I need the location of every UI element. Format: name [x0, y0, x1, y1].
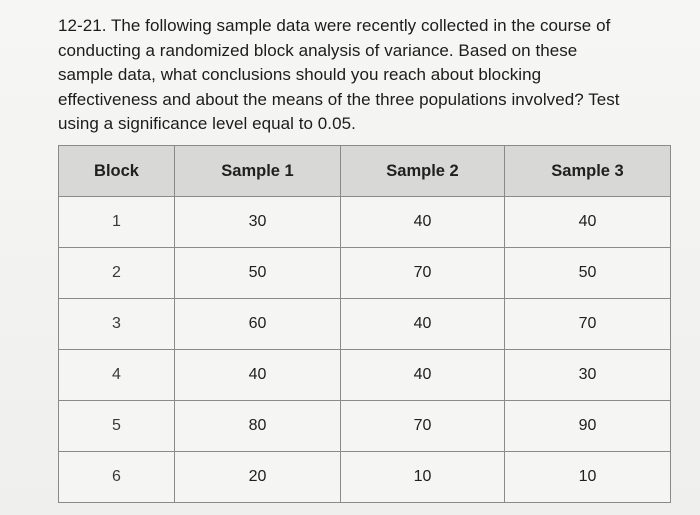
table-row — [59, 197, 671, 248]
question-line-5: using a significance level equal to 0.05. — [58, 114, 356, 133]
sample-3-cell: 30 — [505, 350, 671, 401]
question-line-1: 12-21. The following sample data were recently collected in the course of — [58, 16, 611, 35]
header-sample-3: Sample 3 — [505, 146, 671, 197]
sample-2-cell: 40 — [341, 350, 505, 401]
sample-1-cell: 50 — [175, 248, 341, 299]
sample-data-table — [58, 145, 671, 503]
question-text — [58, 14, 673, 137]
sample-3-cell: 90 — [505, 401, 671, 452]
question-line-4: effectiveness and about the means of the three populations involved? Test — [58, 89, 620, 109]
data-table-container — [58, 145, 670, 503]
sample-2-cell: 70 — [341, 248, 505, 299]
sample-1-cell: 40 — [175, 350, 341, 401]
sample-1-cell: 60 — [175, 299, 341, 350]
table-row — [59, 299, 671, 350]
sample-2-cell: 10 — [341, 452, 505, 503]
table-row — [59, 452, 671, 503]
block-cell: 6 — [59, 452, 175, 503]
table-header-row — [59, 146, 671, 197]
header-block: Block — [59, 146, 175, 197]
table-row — [59, 401, 671, 452]
block-cell: 3 — [59, 299, 175, 350]
header-sample-1: Sample 1 — [175, 146, 341, 197]
sample-1-cell: 20 — [175, 452, 341, 503]
sample-3-cell: 70 — [505, 299, 671, 350]
block-cell: 1 — [59, 197, 175, 248]
block-cell: 2 — [59, 248, 175, 299]
question-line-3: sample data, what conclusions should you reach about blocking — [58, 65, 542, 84]
block-cell: 4 — [59, 350, 175, 401]
sample-3-cell: 40 — [505, 197, 671, 248]
sample-3-cell: 10 — [505, 452, 671, 503]
table-row — [59, 350, 671, 401]
sample-2-cell: 70 — [341, 401, 505, 452]
sample-3-cell: 50 — [505, 248, 671, 299]
table-row — [59, 248, 671, 299]
sample-2-cell: 40 — [341, 197, 505, 248]
sample-2-cell: 40 — [341, 299, 505, 350]
sample-1-cell: 80 — [175, 401, 341, 452]
block-cell: 5 — [59, 401, 175, 452]
question-line-2: conducting a randomized block analysis of variance. Based on these — [58, 40, 578, 60]
header-sample-2: Sample 2 — [341, 146, 505, 197]
sample-1-cell: 30 — [175, 197, 341, 248]
